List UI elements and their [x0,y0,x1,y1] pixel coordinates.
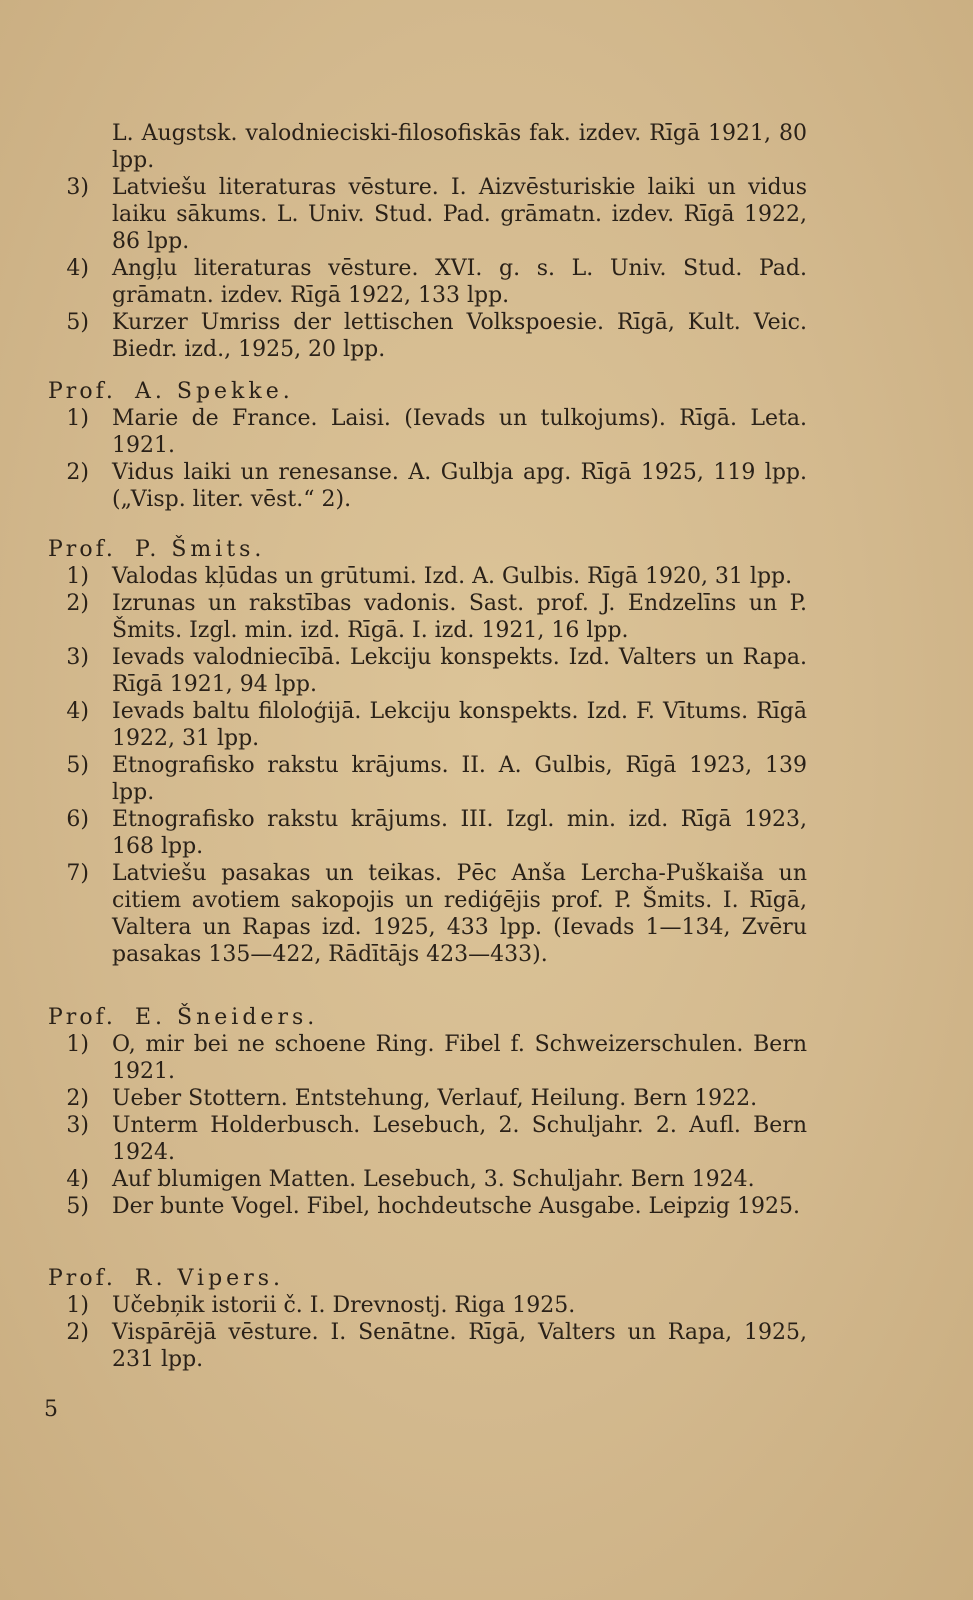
item-text: Ueber Stottern. Entstehung, Verlauf, Heilung. Bern 1922. [112,1086,758,1111]
list-item [48,1031,830,1085]
list-item [48,590,830,644]
item-number: 3) [66,645,89,670]
author-name: A. Spekke. [135,379,294,404]
intro-list [48,120,830,363]
item-text: Latviešu pasakas un teikas. Pēc Anša Lercha-Puškaiša un citiem avotiem sakopojis un rediģējis prof. P. Šmits. I. Rīgā, Valtera un Rapas izd. 1925, 433 lpp. (Ievads 1—134, Zvēru pasakas 135—422, Rādītājs 423—433). [112,861,807,967]
page-number: 5 [44,1397,58,1422]
prof-label: Prof. [48,1005,116,1030]
item-text: Latviešu literaturas vēsture. I. Aizvēsturiskie laiki un vidus laiku sākums. L. Univ. Stud. Pad. grāmatn. izdev. Rīgā 1922, 86 lpp. [112,175,807,254]
item-text: Izrunas un rakstības vadonis. Sast. prof. J. Endzelīns un P. Šmits. Izgl. min. izd. Rīgā. I. izd. 1921, 16 lpp. [112,591,807,643]
list-item [48,309,830,363]
section-heading [48,378,830,405]
item-text: Etnografisko rakstu krājums. III. Izgl. min. izd. Rīgā 1923, 168 lpp. [112,807,807,859]
item-number: 4) [66,1167,89,1192]
item-number [48,120,112,174]
list-item [48,563,830,590]
list-item [48,1112,830,1166]
item-number: 3) [66,175,89,200]
list-item [48,806,830,860]
list-item [48,120,830,174]
author-name: R. Vipers. [135,1266,284,1291]
item-number: 5) [66,753,89,778]
item-text: Marie de France. Laisi. (Ievads un tulkojums). Rīgā. Leta. 1921. [112,406,807,458]
section-heading [48,1265,830,1292]
item-number: 4) [66,699,89,724]
section-smits [48,536,830,968]
section-vipers [48,1265,830,1373]
list-item [48,405,830,459]
item-text: Auf blumigen Matten. Lesebuch, 3. Schuljahr. Bern 1924. [112,1167,755,1192]
item-text: Ievads baltu filoloģijā. Lekciju konspekts. Izd. F. Vītums. Rīgā 1922, 31 lpp. [112,699,807,751]
item-number: 5) [66,1194,89,1219]
item-number: 1) [66,564,89,589]
list-item [48,860,830,968]
item-number: 1) [66,1293,89,1318]
list-item [48,459,830,513]
list-item [48,1292,830,1319]
item-text: Angļu literaturas vēsture. XVI. g. s. L. Univ. Stud. Pad. grāmatn. izdev. Rīgā 1922, 133 lpp. [112,256,807,308]
section-sneiders [48,1004,830,1220]
item-text: L. Augstsk. valodnieciski-filosofiskās fak. izdev. Rīgā 1921, 80 lpp. [112,121,807,173]
item-number: 2) [66,1086,89,1111]
section-heading [48,1004,830,1031]
item-number: 2) [66,1320,89,1345]
item-text: Etnografisko rakstu krājums. II. A. Gulbis, Rīgā 1923, 139 lpp. [112,753,807,805]
list-item [48,255,830,309]
list-item [48,644,830,698]
item-text: O, mir bei ne schoene Ring. Fibel f. Schweizerschulen. Bern 1921. [112,1032,807,1084]
item-number: 7) [66,861,89,886]
item-number: 4) [66,256,89,281]
item-text: Učebņik istorii č. I. Drevnostj. Riga 1925. [112,1293,576,1318]
list-item [48,1166,830,1193]
author-name: P. Šmits. [135,537,266,562]
section-spekke [48,378,830,513]
item-number: 5) [66,310,89,335]
item-number: 1) [66,406,89,431]
item-number: 6) [66,807,89,832]
item-text: Valodas kļūdas un grūtumi. Izd. A. Gulbis. Rīgā 1920, 31 lpp. [112,564,793,589]
item-text: Unterm Holderbusch. Lesebuch, 2. Schuljahr. 2. Aufl. Bern 1924. [112,1113,807,1165]
list-item [48,174,830,255]
prof-label: Prof. [48,379,116,404]
item-text: Vispārējā vēsture. I. Senātne. Rīgā, Valters un Rapa, 1925, 231 lpp. [112,1320,807,1372]
item-number: 2) [66,591,89,616]
prof-label: Prof. [48,537,116,562]
item-text: Vidus laiki un renesanse. A. Gulbja apg. Rīgā 1925, 119 lpp. („Visp. liter. vēst.“ 2). [112,460,807,512]
list-item [48,1319,830,1373]
section-heading [48,536,830,563]
item-text: Kurzer Umriss der lettischen Volkspoesie. Rīgā, Kult. Veic. Biedr. izd., 1925, 20 lpp. [112,310,807,362]
item-number: 2) [66,460,89,485]
list-item [48,752,830,806]
item-number: 3) [66,1113,89,1138]
list-item [48,1085,830,1112]
author-name: E. Šneiders. [135,1005,319,1030]
item-text: Der bunte Vogel. Fibel, hochdeutsche Ausgabe. Leipzig 1925. [112,1194,800,1219]
item-number: 1) [66,1032,89,1057]
item-text: Ievads valodniecībā. Lekciju konspekts. Izd. Valters un Rapa. Rīgā 1921, 94 lpp. [112,645,807,697]
list-item [48,1193,830,1220]
list-item [48,698,830,752]
prof-label: Prof. [48,1266,116,1291]
